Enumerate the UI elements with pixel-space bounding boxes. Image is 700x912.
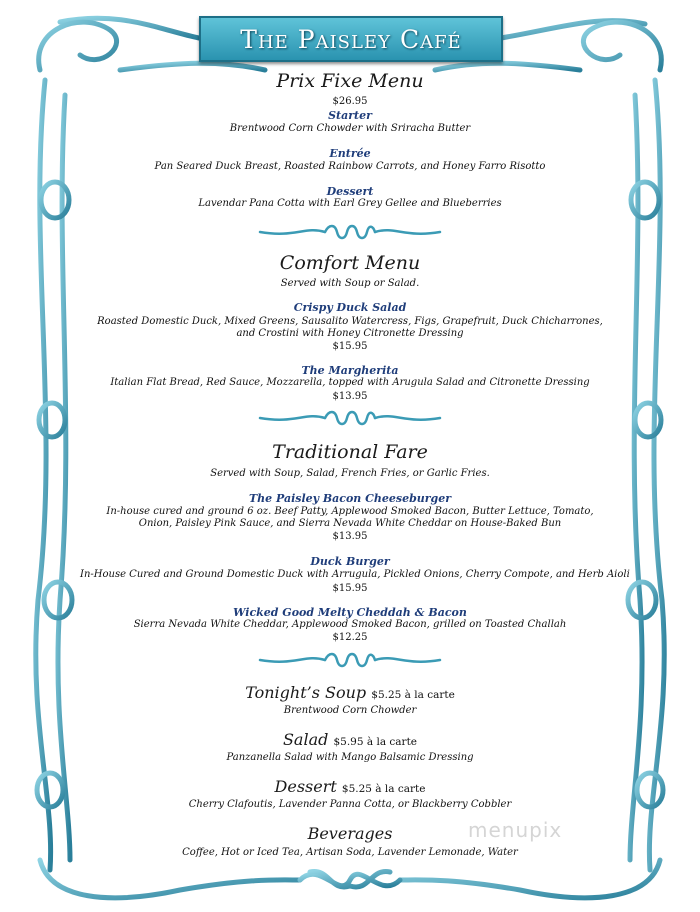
comfort-note: Served with Soup or Salad. xyxy=(280,278,420,289)
extra-title: Tonight’s Soup xyxy=(245,683,367,702)
menu-item-price: $12.25 xyxy=(332,632,368,643)
menu-item-name: Wicked Good Melty Cheddah & Bacon xyxy=(233,606,467,619)
extra-heading xyxy=(80,730,620,749)
course-label: Entrée xyxy=(329,147,371,160)
menu-item-price: $13.95 xyxy=(332,531,368,542)
extra-heading xyxy=(80,777,620,796)
menu-item-price: $15.95 xyxy=(332,583,368,594)
menu-item-price: $15.95 xyxy=(332,341,368,352)
course-label: Starter xyxy=(328,109,372,122)
menu-item-name: Duck Burger xyxy=(310,555,390,568)
traditional-title: Traditional Fare xyxy=(272,441,428,463)
traditional-note: Served with Soup, Salad, French Fries, or Garlic Fries. xyxy=(210,468,490,479)
menu-item-desc: Roasted Domestic Duck, Mixed Greens, Sausalito Watercress, Figs, Grapefruit, Duck Chicharrones, xyxy=(97,316,603,327)
menu-item-name: The Paisley Bacon Cheeseburger xyxy=(248,492,452,505)
extra-desc: Panzanella Salad with Mango Balsamic Dressing xyxy=(226,752,474,763)
course-item: Lavendar Pana Cotta with Earl Grey Gellee and Blueberries xyxy=(198,198,502,209)
comfort-title: Comfort Menu xyxy=(279,252,421,274)
extra-desc: Brentwood Corn Chowder xyxy=(283,705,417,716)
ornament-divider xyxy=(255,222,445,242)
extra-price: $5.95 à la carte xyxy=(333,736,418,748)
course-label: Dessert xyxy=(326,185,374,198)
menu-item-desc: In-house cured and ground 6 oz. Beef Patty, Applewood Smoked Bacon, Butter Lettuce, Tomato, xyxy=(106,506,594,517)
ornament-divider xyxy=(255,650,445,670)
extra-title: Dessert xyxy=(274,777,337,796)
title-banner xyxy=(199,16,503,62)
menu-item-desc: Onion, Paisley Pink Sauce, and Sierra Nevada White Cheddar on House-Baked Bun xyxy=(138,518,562,529)
menu-item-desc: In-House Cured and Ground Domestic Duck with Arrugula, Pickled Onions, Cherry Compote, and Herb Aioli xyxy=(80,569,630,580)
menu-item-desc: Italian Flat Bread, Red Sauce, Mozzarella, topped with Arugula Salad and Citronette Dressing xyxy=(110,377,590,388)
course-item: Brentwood Corn Chowder with Sriracha Butter xyxy=(229,123,471,134)
extra-desc: Coffee, Hot or Iced Tea, Artisan Soda, Lavender Lemonade, Water xyxy=(182,847,518,858)
extra-price: $5.25 à la carte xyxy=(371,689,455,701)
course-item: Pan Seared Duck Breast, Roasted Rainbow Carrots, and Honey Farro Risotto xyxy=(154,161,546,172)
watermark: menupix xyxy=(468,818,563,842)
menu-item-desc: Sierra Nevada White Cheddar, Applewood Smoked Bacon, grilled on Toasted Challah xyxy=(133,619,567,630)
prix-fixe-title: Prix Fixe Menu xyxy=(276,70,424,92)
ornament-divider xyxy=(255,408,445,428)
extra-price: $5.25 à la carte xyxy=(341,783,426,795)
extra-title: Salad xyxy=(282,730,329,749)
menu-item-name: Crispy Duck Salad xyxy=(293,301,407,314)
cafe-name: The Paisley Café xyxy=(240,24,462,54)
menu-item-price: $13.95 xyxy=(332,391,368,402)
prix-fixe-price: $26.95 xyxy=(332,96,368,107)
extra-title: Beverages xyxy=(307,824,393,843)
menu-item-name: The Margherita xyxy=(301,364,399,377)
menu-item-desc: and Crostini with Honey Citronette Dressing xyxy=(236,328,464,339)
extra-heading xyxy=(80,683,620,702)
extra-desc: Cherry Clafoutis, Lavender Panna Cotta, or Blackberry Cobbler xyxy=(188,799,512,810)
